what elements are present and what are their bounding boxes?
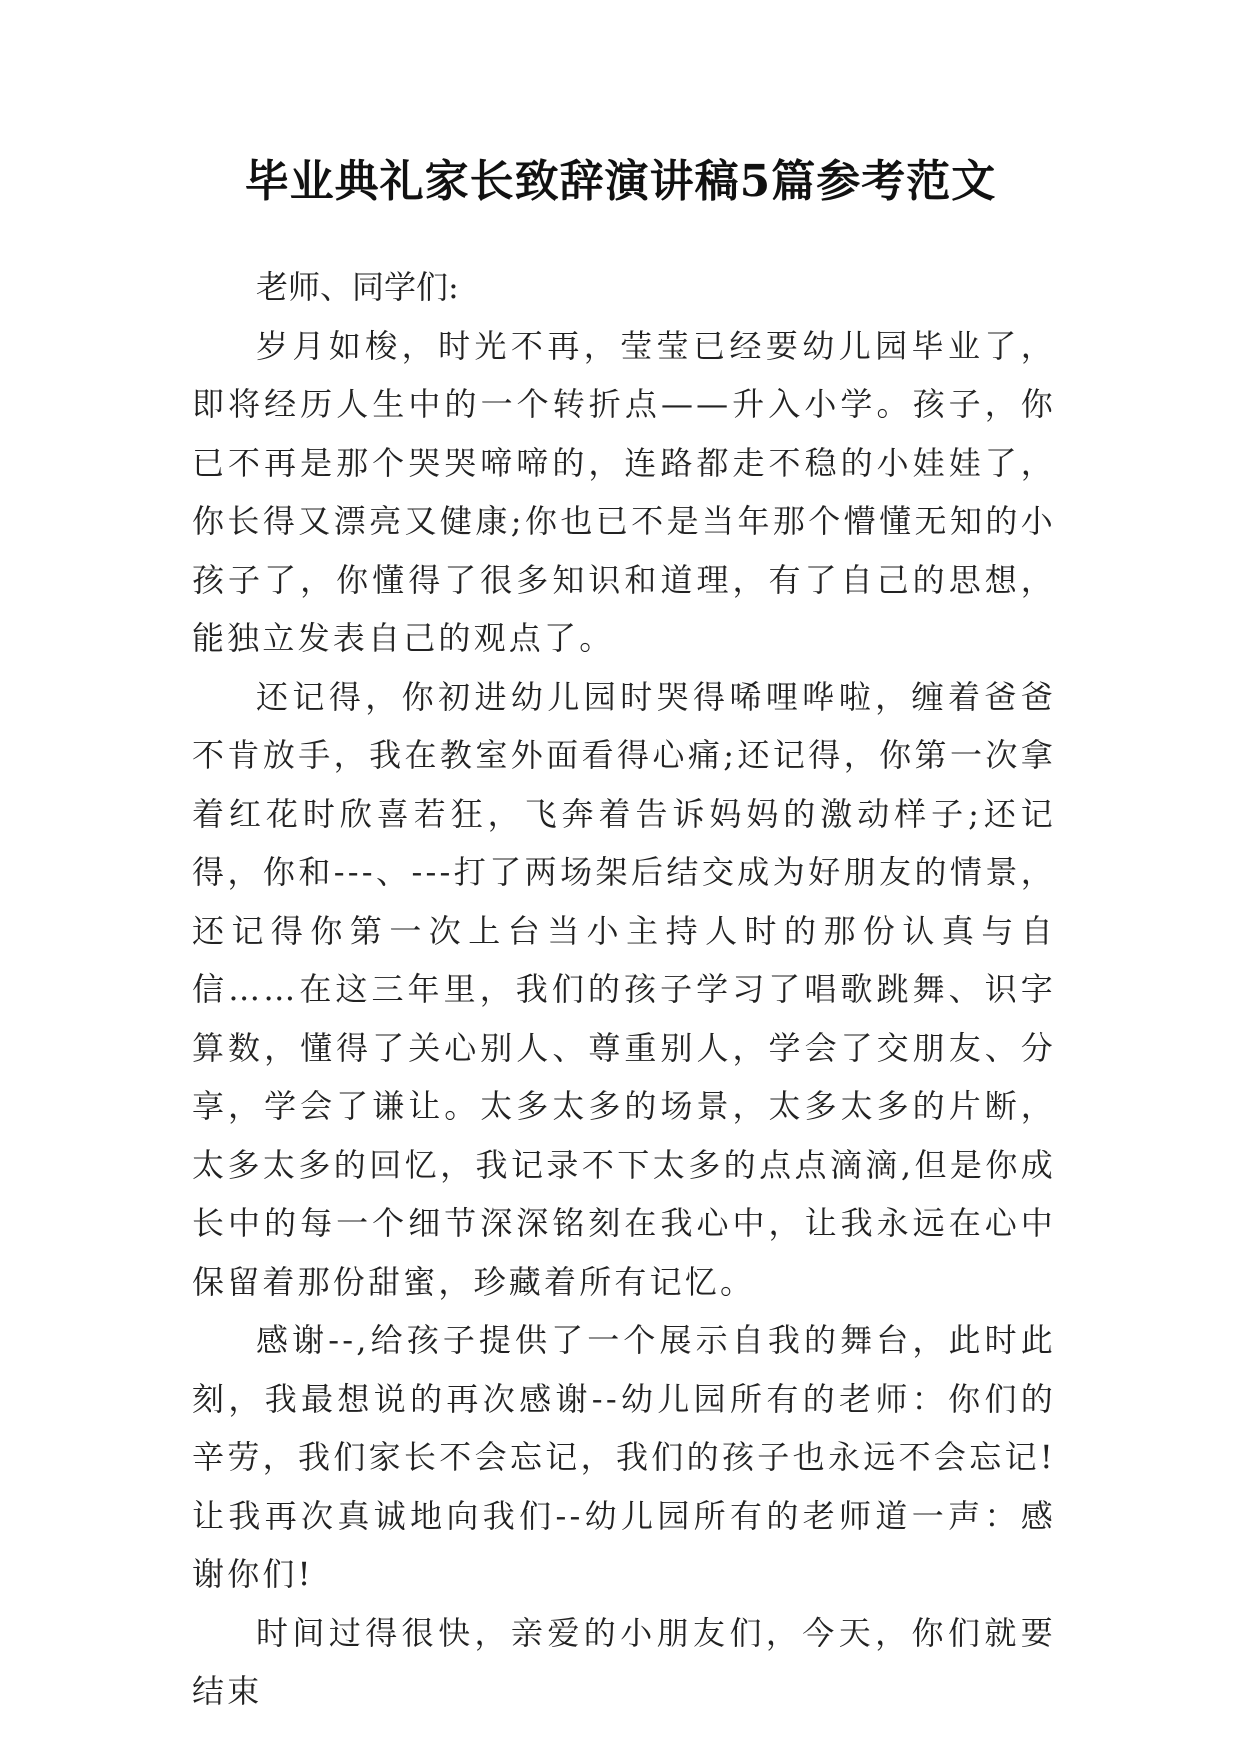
- paragraph: 时间过得很快，亲爱的小朋友们，今天，你们就要结束: [192, 1613, 1056, 1710]
- salutation: 老师、同学们:: [256, 268, 459, 306]
- paragraph: 还记得，你初进幼儿园时哭得唏哩哗啦，缠着爸爸不肯放手，我在教室外面看得心痛;还记得，你第一次拿着红花时欣喜若狂，飞奔着告诉妈妈的激动样子;还记得，你和---、---打了两场架后结交成为好朋友的情景，还记得你第一次上台当小主持人时的那份认真与自信……在这三年里，我们的孩子学习了唱歌跳舞、识字算数，懂得了关心别人、尊重别人，学会了交朋友、分享，学会了谦让。太多太多的场景，太多太多的片断，太多太多的回忆，我记录不下太多的点点滴滴,但是你成长中的每一个细节深深铭刻在我心中，让我永远在心中保留着那份甜蜜，珍藏着所有记忆。: [192, 677, 1056, 1301]
- paragraph: 岁月如梭，时光不再，莹莹已经要幼儿园毕业了，即将经历人生中的一个转折点——升入小学。孩子，你已不再是那个哭哭啼啼的，连路都走不稳的小娃娃了，你长得又漂亮又健康;你也已不是当年那个懵懂无知的小孩子了，你懂得了很多知识和道理，有了自己的思想，能独立发表自己的观点了。: [192, 326, 1056, 657]
- paragraph: 感谢--,给孩子提供了一个展示自我的舞台，此时此刻，我最想说的再次感谢--幼儿园所有的老师：你们的辛劳，我们家长不会忘记，我们的孩子也永远不会忘记!让我再次真诚地向我们--幼儿园所有的老师道一声：感谢你们!: [192, 1321, 1056, 1593]
- document-body: [192, 258, 1056, 1721]
- document-title: 毕业典礼家长致辞演讲稿5篇参考范文: [244, 156, 997, 207]
